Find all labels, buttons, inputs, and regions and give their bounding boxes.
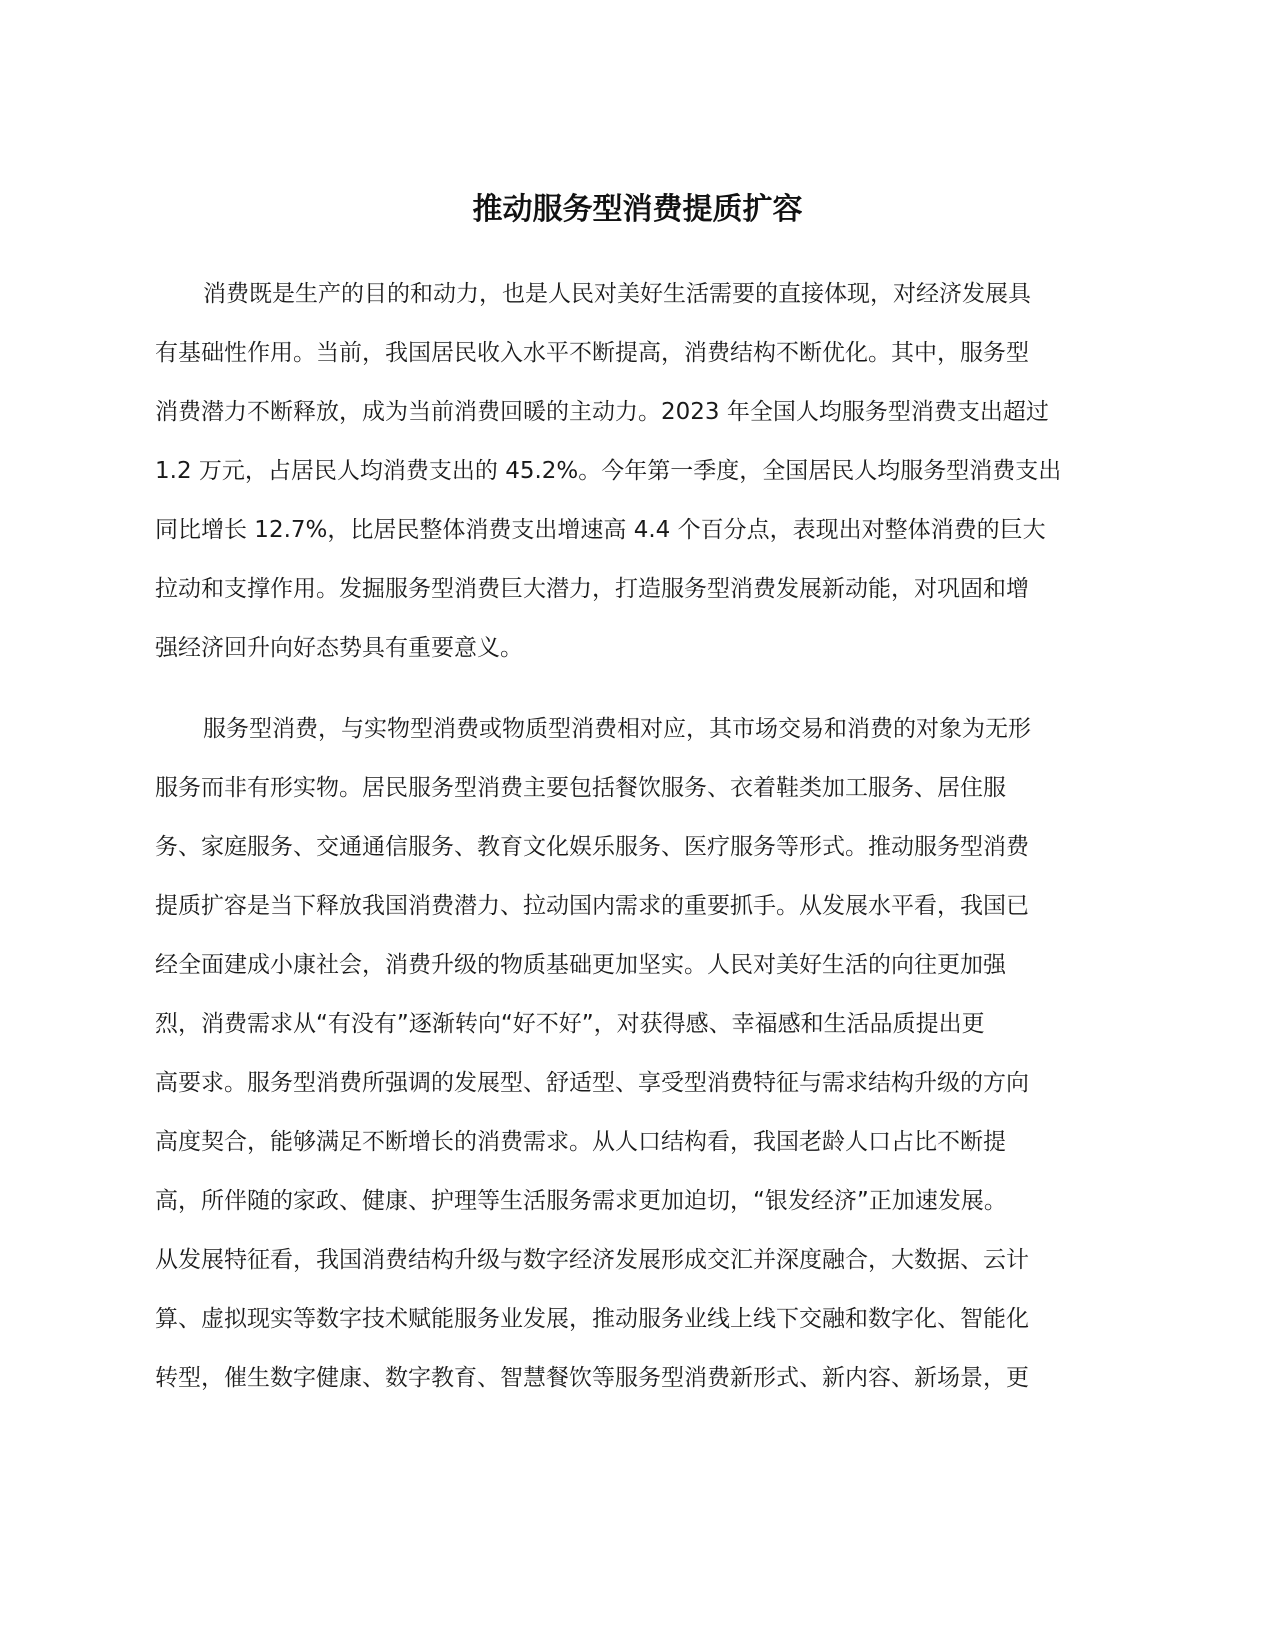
paragraph-line: 转型，催生数字健康、数字教育、智慧餐饮等服务型消费新形式、新内容、新场景，更 — [155, 1365, 1029, 1391]
paragraph-line: 高要求。服务型消费所强调的发展型、舒适型、享受型消费特征与需求结构升级的方向 — [155, 1070, 1029, 1096]
paragraph-line: 经全面建成小康社会，消费升级的物质基础更加坚实。人民对美好生活的向往更加强 — [155, 952, 1006, 978]
paragraph-line: 高，所伴随的家政、健康、护理等生活服务需求更加迫切，“银发经济”正加速发展。 — [155, 1188, 1007, 1214]
paragraph-line: 从发展特征看，我国消费结构升级与数字经济发展形成交汇并深度融合，大数据、云计 — [155, 1247, 1029, 1273]
paragraph-line: 同比增长 12.7%，比居民整体消费支出增速高 4.4 个百分点，表现出对整体消费的巨大 — [155, 517, 1046, 543]
paragraph-line: 消费潜力不断释放，成为当前消费回暖的主动力。2023 年全国人均服务型消费支出超过 — [155, 399, 1049, 425]
paragraph-1 — [155, 265, 1120, 678]
paragraph-line: 高度契合，能够满足不断增长的消费需求。从人口结构看，我国老龄人口占比不断提 — [155, 1129, 1006, 1155]
paragraph-line: 服务而非有形实物。居民服务型消费主要包括餐饮服务、衣着鞋类加工服务、居住服 — [155, 775, 1006, 801]
paragraph-line: 消费既是生产的目的和动力，也是人民对美好生活需要的直接体现，对经济发展具 — [203, 281, 1031, 307]
paragraph-line: 拉动和支撑作用。发掘服务型消费巨大潜力，打造服务型消费发展新动能，对巩固和增 — [155, 576, 1029, 602]
paragraph-line: 务、家庭服务、交通通信服务、教育文化娱乐服务、医疗服务等形式。推动服务型消费 — [155, 834, 1029, 860]
paragraph-line: 提质扩容是当下释放我国消费潜力、拉动国内需求的重要抓手。从发展水平看，我国已 — [155, 893, 1029, 919]
paragraph-line: 强经济回升向好态势具有重要意义。 — [155, 635, 523, 661]
paragraph-line: 有基础性作用。当前，我国居民收入水平不断提高，消费结构不断优化。其中，服务型 — [155, 340, 1029, 366]
document-title: 推动服务型消费提质扩容 — [472, 192, 803, 227]
paragraph-line: 算、虚拟现实等数字技术赋能服务业发展，推动服务业线上线下交融和数字化、智能化 — [155, 1306, 1029, 1332]
paragraph-line: 烈，消费需求从“有没有”逐渐转向“好不好”，对获得感、幸福感和生活品质提出更 — [155, 1011, 985, 1037]
paragraph-line: 服务型消费，与实物型消费或物质型消费相对应，其市场交易和消费的对象为无形 — [203, 716, 1031, 742]
paragraph-line: 1.2 万元，占居民人均消费支出的 45.2%。今年第一季度，全国居民人均服务型消费支出 — [155, 458, 1062, 484]
paragraph-2 — [155, 700, 1120, 1408]
